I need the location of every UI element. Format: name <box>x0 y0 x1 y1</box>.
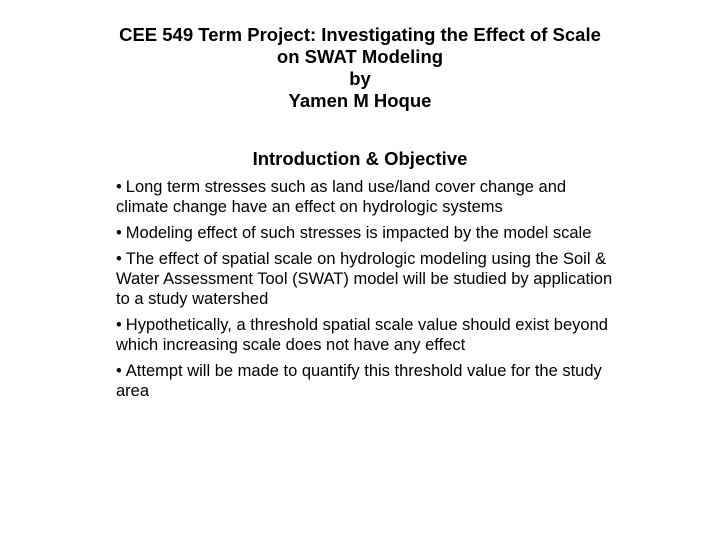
bullet-item <box>116 177 616 217</box>
bullet-marker: • <box>116 316 122 334</box>
bullet-item <box>116 315 616 355</box>
bullet-marker: • <box>116 250 122 268</box>
bullet-marker: • <box>116 224 122 242</box>
bullet-marker: • <box>116 362 122 380</box>
bullet-text: Attempt will be made to quantify this threshold value for the study area <box>116 362 602 400</box>
title-line-4: Yamen M Hoque <box>288 90 432 111</box>
bullet-item <box>116 361 616 401</box>
bullet-marker: • <box>116 178 122 196</box>
title-line-2: on SWAT Modeling <box>276 46 444 67</box>
bullet-text: The effect of spatial scale on hydrologic modeling using the Soil & Water Assessment Tool (SWAT) model will be studied by application to a study watershed <box>116 250 613 308</box>
bullet-item <box>116 223 616 243</box>
slide-title <box>40 24 680 112</box>
title-line-1: CEE 549 Term Project: Investigating the Effect of Scale <box>119 24 601 45</box>
bullet-text: Modeling effect of such stresses is impacted by the model scale <box>125 224 592 242</box>
section-heading: Introduction & Objective <box>252 148 468 169</box>
bullet-item <box>116 249 616 309</box>
title-line-3: by <box>349 68 371 89</box>
bullet-list <box>116 177 616 407</box>
bullet-text: Hypothetically, a threshold spatial scale value should exist beyond which increasing scale does not have any effect <box>116 316 608 354</box>
bullet-text: Long term stresses such as land use/land cover change and climate change have an effect on hydrologic systems <box>116 178 567 216</box>
